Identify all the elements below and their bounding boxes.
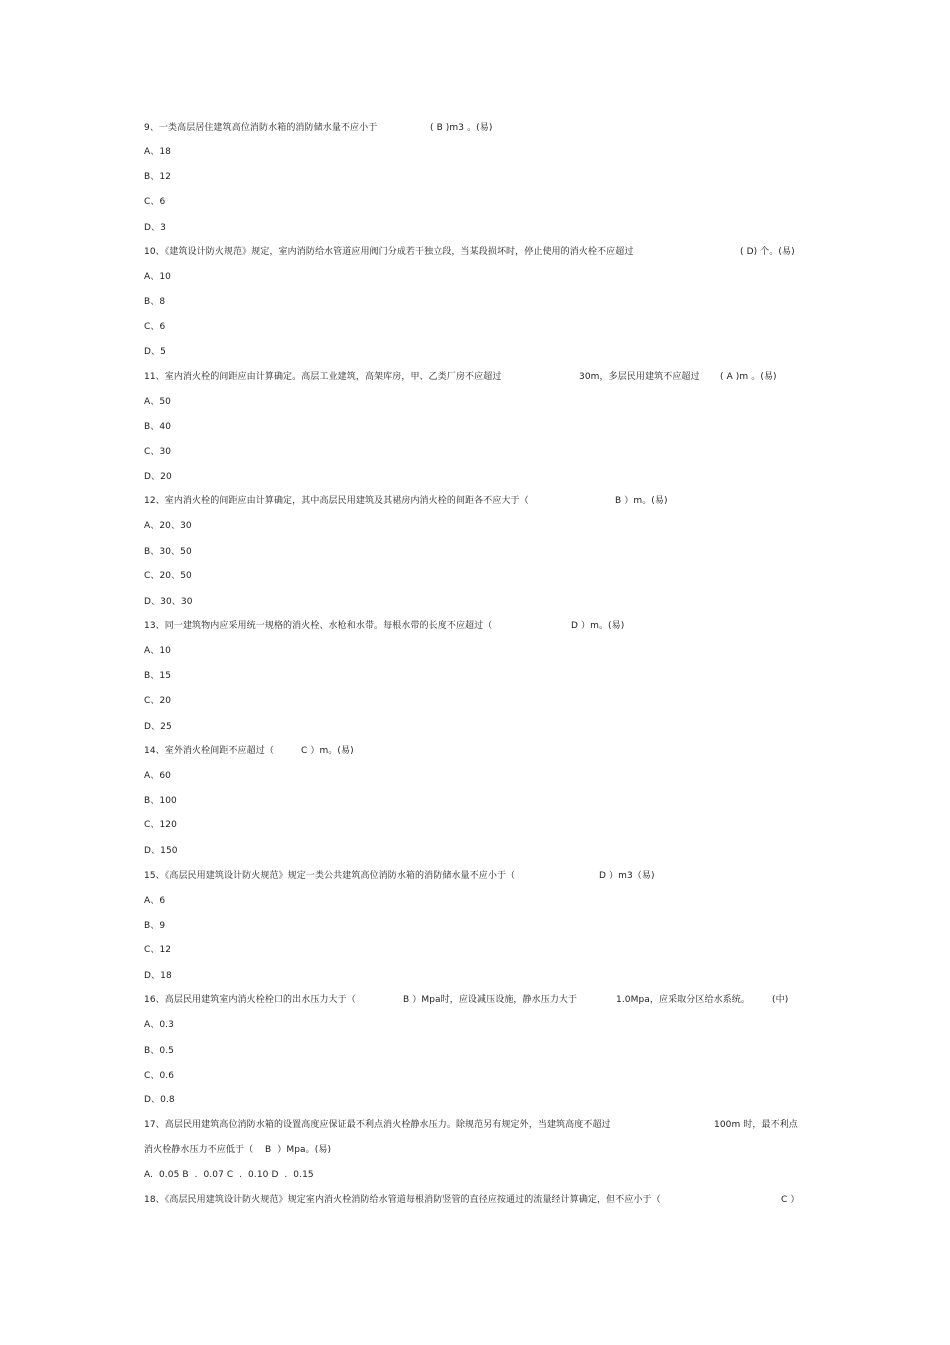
option-a: A、10 — [144, 646, 172, 656]
question-16-stem: 16、高层民用建筑室内消火栓栓口的出水压力大于（ B ）Mpa时，应设减压设施，静水压力大于 1.0Mpa，应采取分区给水系统。 (中) — [144, 995, 789, 1005]
question-9-stem: 9、一类高层居住建筑高位消防水箱的消防储水量不应小于 ( B )m3 。(易) — [144, 123, 493, 133]
option-d: D、3 — [144, 223, 166, 233]
option-a: A、60 — [144, 771, 172, 781]
question-10-stem: 10、《建筑设计防火规范》规定，室内消防给水管道应用阀门分成若干独立段，当某段损坏时，停止使用的消火栓不应超过 ( D) 个。(易) — [144, 247, 795, 257]
option-d: D、30、30 — [144, 597, 193, 607]
option-d: D、18 — [144, 971, 172, 981]
option-b: B、8 — [144, 297, 166, 307]
option-c: C、6 — [144, 322, 166, 332]
option-d: D、5 — [144, 347, 166, 357]
question-17-stem: 17、高层民用建筑高位消防水箱的设置高度应保证最不利点消火栓静水压力。除规范另有规定外，当建筑高度不超过 100m 时，最不利点 — [144, 1120, 798, 1130]
question-12-stem: 12、室内消火栓的间距应由计算确定，其中高层民用建筑及其裙房内消火栓的间距各不应大于（ B ）m。(易) — [144, 496, 668, 506]
question-13-stem: 13、同一建筑物内应采用统一规格的消火栓、水枪和水带。每根水带的长度不应超过（ D ）m。(易) — [144, 621, 625, 631]
option-a: A、6 — [144, 896, 166, 906]
option-a: A、50 — [144, 397, 172, 407]
option-b: B、9 — [144, 921, 166, 931]
option-b: B、0.5 — [144, 1046, 174, 1056]
option-a: A、0.3 — [144, 1020, 174, 1030]
option-a: A、18 — [144, 147, 172, 157]
option-d: D、25 — [144, 722, 172, 732]
option-c: C、12 — [144, 945, 172, 955]
option-b: B、40 — [144, 422, 172, 432]
question-17-options: A. 0.05 B . 0.07 C . 0.10 D . 0.15 — [144, 1170, 314, 1180]
option-b: B、12 — [144, 172, 172, 182]
option-c: C、20 — [144, 696, 172, 706]
option-c: C、30 — [144, 447, 172, 457]
option-d: D、150 — [144, 846, 178, 856]
option-b: B、100 — [144, 796, 177, 806]
question-15-stem: 15、《高层民用建筑设计防火规范》规定一类公共建筑高位消防水箱的消防储水量不应小于（ D ）m3（易) — [144, 871, 655, 881]
option-a: A、20、30 — [144, 521, 192, 531]
question-11-stem: 11、室内消火栓的间距应由计算确定。高层工业建筑，高架库房，甲、乙类厂房不应超过 30m，多层民用建筑不应超过 ( A )m 。(易) — [144, 372, 777, 382]
question-14-stem: 14、室外消火栓间距不应超过（ C ）m。(易) — [144, 746, 354, 756]
option-c: C、20、50 — [144, 571, 192, 581]
option-b: B、30、50 — [144, 547, 192, 557]
option-b: B、15 — [144, 671, 172, 681]
option-c: C、120 — [144, 820, 177, 830]
option-c: C、6 — [144, 197, 166, 207]
question-17-stem-line2: 消火栓静水压力不应低于（ B ）Mpa。(易) — [144, 1145, 332, 1155]
question-18-stem: 18、《高层民用建筑设计防火规范》规定室内消火栓消防给水管道每根消防竖管的直径应按通过的流量经计算确定，但不应小于（ C ） — [144, 1195, 800, 1205]
option-a: A、10 — [144, 272, 172, 282]
option-d: D、0.8 — [144, 1095, 175, 1105]
option-d: D、20 — [144, 472, 172, 482]
option-c: C、0.6 — [144, 1071, 175, 1081]
